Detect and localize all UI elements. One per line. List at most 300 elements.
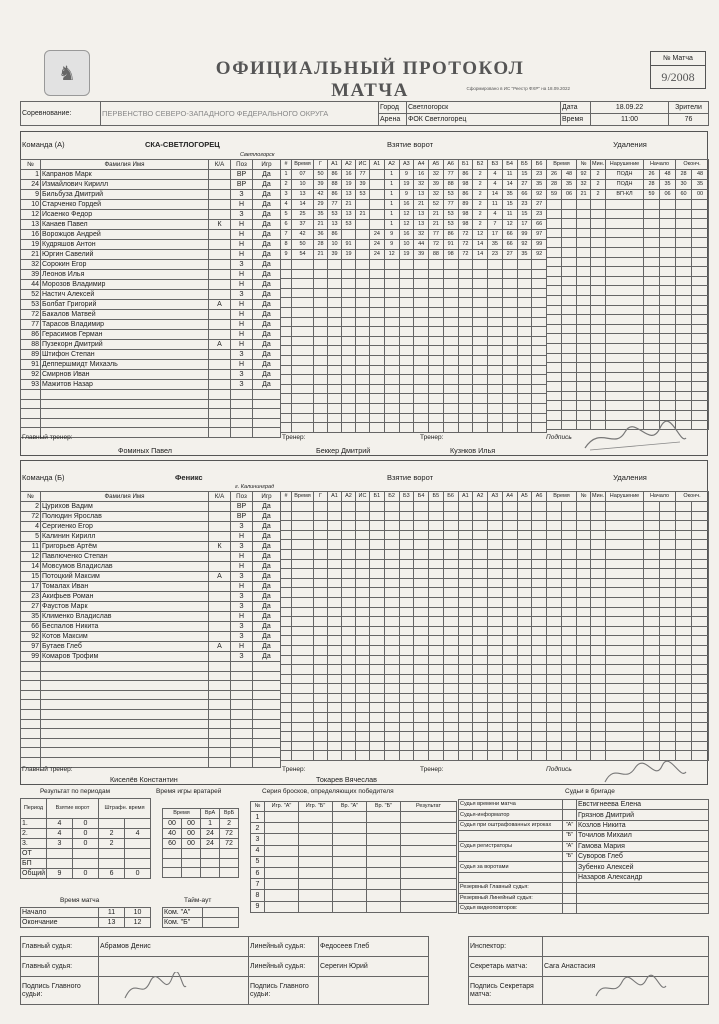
penalty-cell (676, 411, 692, 421)
player-plays: Да (253, 532, 281, 542)
penalty-cell (692, 209, 709, 219)
penalty-row (547, 597, 709, 607)
goal-cell (342, 336, 356, 346)
goal-cell: 12 (384, 250, 399, 260)
penalty-cell (606, 228, 644, 238)
brigade-row (459, 800, 709, 810)
goal-cell (443, 384, 458, 394)
penalty-cell (547, 511, 562, 521)
goal-cell (281, 703, 292, 713)
player-number: 99 (21, 652, 41, 662)
penalty-cell (562, 713, 577, 723)
player-number: 92 (21, 632, 41, 642)
goal-cell (414, 394, 429, 404)
brigade-tag: "А" (563, 841, 577, 851)
sign-main2-box (319, 977, 429, 1005)
goal-cell (502, 713, 517, 723)
penalty-cell (577, 645, 591, 655)
goal-cell (532, 540, 547, 550)
penalty-row (547, 401, 709, 411)
goals-col-4: А2 (342, 492, 356, 502)
goal-row (281, 626, 547, 636)
player-plays (253, 390, 281, 400)
goal-cell (314, 375, 328, 385)
goal-cell (414, 413, 429, 423)
player-name: Деппершмидт Михаэль (41, 360, 209, 370)
goal-cell (342, 597, 356, 607)
goal-cell (281, 559, 292, 569)
goal-cell (314, 511, 328, 521)
goal-cell (473, 684, 488, 694)
table-row (21, 632, 281, 642)
player-plays: Да (253, 320, 281, 330)
goal-cell (292, 569, 314, 579)
goal-cell (443, 502, 458, 512)
penalty-cell (591, 502, 606, 512)
gk-row (163, 849, 239, 859)
goal-cell (488, 578, 503, 588)
penalty-cell (606, 286, 644, 296)
penalty-cell (547, 530, 562, 540)
shootout-row (251, 867, 457, 878)
penalty-cell (606, 588, 644, 598)
penalty-cell (562, 343, 577, 353)
player-number: 35 (21, 612, 41, 622)
goals-col-5: ИС (356, 160, 370, 170)
penalty-cell (692, 549, 709, 559)
penalty-cell (562, 363, 577, 373)
brigade-row (459, 820, 709, 830)
penalty-cell (577, 684, 591, 694)
goal-cell (328, 617, 342, 627)
goal-cell (473, 521, 488, 531)
team-b-roster-table (20, 491, 281, 768)
player-plays: Да (253, 592, 281, 602)
goal-cell (328, 693, 342, 703)
player-name (41, 399, 209, 409)
goal-row (281, 665, 547, 675)
goals-col-16: Б5 (517, 160, 532, 170)
goal-cell (488, 502, 503, 512)
player-name: Клименко Владислав (41, 612, 209, 622)
penalty-cell (606, 353, 644, 363)
goal-cell (532, 288, 547, 298)
brigade-role: Судья-информатор (459, 810, 563, 820)
date-label: Дата (561, 102, 591, 114)
player-number: 9 (21, 190, 41, 200)
pen-col-min: Мин. (591, 160, 606, 170)
table-row (21, 602, 281, 612)
goal-cell (356, 413, 370, 423)
penalty-cell (577, 382, 591, 392)
penalty-cell (577, 372, 591, 382)
player-name: Исаенко Федор (41, 210, 209, 220)
goal-cell (517, 645, 532, 655)
penalty-row (547, 684, 709, 694)
team-a-signature (580, 420, 690, 454)
goal-cell (281, 279, 292, 289)
timeout-a-label: Ком. "А" (163, 908, 203, 918)
penalty-cell (547, 247, 562, 257)
penalty-cell (547, 305, 562, 315)
penalty-cell (676, 286, 692, 296)
goal-cell (458, 732, 473, 742)
goal-cell (314, 626, 328, 636)
gk-cell (220, 849, 239, 859)
player-number: 66 (21, 622, 41, 632)
goal-row (281, 240, 547, 250)
goal-cell (281, 617, 292, 627)
penalty-cell (606, 636, 644, 646)
goal-cell (502, 626, 517, 636)
goal-cell (429, 423, 444, 433)
goal-cell (314, 569, 328, 579)
goals-col-0: # (281, 492, 292, 502)
penalty-cell (644, 295, 660, 305)
penalty-cell (606, 713, 644, 723)
goal-row (281, 693, 547, 703)
goal-cell (443, 521, 458, 531)
player-plays (253, 748, 281, 758)
penalty-cell (547, 569, 562, 579)
goal-cell: 77 (328, 200, 342, 210)
goal-cell (414, 732, 429, 742)
goal-cell (292, 549, 314, 559)
goal-cell (488, 375, 503, 385)
penalty-cell (547, 324, 562, 334)
penalty-cell: 48 (562, 170, 577, 180)
penalty-cell (660, 267, 676, 277)
goal-cell (517, 607, 532, 617)
goal-cell (488, 645, 503, 655)
goal-cell (429, 260, 444, 270)
goal-cell (384, 502, 399, 512)
penalty-cell (577, 295, 591, 305)
brigade-name: Евстигнеева Елена (577, 800, 709, 810)
goal-cell (292, 336, 314, 346)
player-ka (209, 418, 231, 428)
player-name: Настич Алексей (41, 290, 209, 300)
goal-cell (458, 413, 473, 423)
goal-cell (370, 298, 385, 308)
penalty-cell (676, 597, 692, 607)
goal-cell (502, 384, 517, 394)
penalty-cell (562, 502, 577, 512)
gk-time-table (162, 808, 239, 878)
goal-row (281, 569, 547, 579)
goal-cell (342, 530, 356, 540)
team-a-coach2-label: Тренер: (282, 434, 306, 441)
goal-cell (443, 617, 458, 627)
goal-cell (370, 403, 385, 413)
player-name: Канаев Павел (41, 220, 209, 230)
brigade-tag: "А" (563, 820, 577, 830)
goal-cell (328, 269, 342, 279)
goal-cell (328, 703, 342, 713)
penalty-cell (547, 276, 562, 286)
goals-col-12: А1 (458, 492, 473, 502)
player-number: 2 (21, 502, 41, 512)
goal-cell (399, 722, 414, 732)
penalty-cell (644, 502, 660, 512)
penalty-cell (547, 665, 562, 675)
player-plays: Да (253, 612, 281, 622)
shootout-row (251, 901, 457, 912)
goal-cell: 77 (356, 170, 370, 180)
goal-cell (488, 665, 503, 675)
goal-cell (384, 578, 399, 588)
goal-cell (342, 327, 356, 337)
goal-cell: 1 (384, 200, 399, 210)
goal-cell (458, 588, 473, 598)
goal-cell (473, 413, 488, 423)
goal-row (281, 636, 547, 646)
goal-cell (314, 288, 328, 298)
player-name: Сергиенко Егор (41, 522, 209, 532)
time-label: Время (561, 114, 591, 126)
brigade-name: Точилов Михаил (577, 831, 709, 841)
goal-cell (399, 607, 414, 617)
goal-cell (328, 346, 342, 356)
penalty-cell (644, 401, 660, 411)
brigade-row (459, 883, 709, 893)
goal-cell (502, 703, 517, 713)
goal-cell (292, 655, 314, 665)
goal-cell (429, 607, 444, 617)
gk-cell: 00 (182, 829, 201, 839)
goal-cell (342, 665, 356, 675)
player-position: ВР (231, 180, 253, 190)
table-row (21, 220, 281, 230)
goal-row (281, 200, 547, 210)
penalty-cell (676, 502, 692, 512)
goal-cell (314, 636, 328, 646)
penalty-cell (547, 363, 562, 373)
goal-cell (370, 502, 385, 512)
goal-cell (443, 636, 458, 646)
table-row (21, 280, 281, 290)
player-ka (209, 552, 231, 562)
player-plays (253, 738, 281, 748)
line-judge2-label: Линейный судья: (249, 957, 319, 977)
penalty-cell (660, 372, 676, 382)
goals-col-15: А4 (502, 492, 517, 502)
penalty-row (547, 540, 709, 550)
shootout-cell (367, 901, 401, 912)
player-name (41, 409, 209, 419)
goal-cell (443, 751, 458, 761)
player-ka (209, 399, 231, 409)
table-row (21, 230, 281, 240)
penalty-cell: ПОДН (606, 170, 644, 180)
team-b-coach-label: Главный тренер: (22, 766, 73, 773)
goal-cell (399, 645, 414, 655)
table-row (21, 300, 281, 310)
penalty-cell (692, 751, 709, 761)
competition-label: Соревнование: (21, 102, 101, 126)
penalty-cell (562, 257, 577, 267)
goal-row (281, 549, 547, 559)
penalty-cell (547, 617, 562, 627)
goal-cell (384, 693, 399, 703)
goal-cell (384, 607, 399, 617)
goal-cell (342, 384, 356, 394)
secretary-signature (590, 972, 670, 1002)
table-row (21, 572, 281, 582)
player-ka (209, 390, 231, 400)
penalty-cell: 28 (676, 170, 692, 180)
penalty-cell (660, 578, 676, 588)
penalty-cell (562, 607, 577, 617)
goal-row (281, 230, 547, 240)
penalty-cell (644, 247, 660, 257)
player-plays: Да (253, 512, 281, 522)
goal-cell (429, 511, 444, 521)
goal-cell (356, 597, 370, 607)
penalty-cell (660, 741, 676, 751)
goal-cell: 3 (281, 190, 292, 200)
penalty-cell (577, 703, 591, 713)
penalty-cell (644, 411, 660, 421)
goal-cell: 32 (414, 180, 429, 190)
player-ka (209, 681, 231, 691)
player-position: Н (231, 200, 253, 210)
goal-cell (342, 260, 356, 270)
penalty-cell (606, 382, 644, 392)
goal-cell (328, 559, 342, 569)
penalty-cell (591, 665, 606, 675)
goal-cell (328, 684, 342, 694)
penalty-cell (692, 334, 709, 344)
team-b-goals-title: Взятие ворот (386, 473, 434, 482)
goal-cell (429, 674, 444, 684)
player-plays: Да (253, 552, 281, 562)
goal-cell (429, 569, 444, 579)
goal-cell (292, 684, 314, 694)
player-position: Н (231, 642, 253, 652)
player-ka (209, 350, 231, 360)
goal-cell (342, 521, 356, 531)
penalty-cell (644, 684, 660, 694)
penalty-cell (547, 559, 562, 569)
player-number: 53 (21, 300, 41, 310)
penalty-row (547, 549, 709, 559)
shootout-num: 2 (251, 823, 265, 834)
penalty-row (547, 334, 709, 344)
goal-cell (429, 394, 444, 404)
goal-cell (314, 607, 328, 617)
penalty-cell (547, 372, 562, 382)
penalty-cell (606, 511, 644, 521)
goal-cell (314, 502, 328, 512)
goal-cell: 77 (429, 230, 444, 240)
goal-cell (458, 336, 473, 346)
shootout-col-1: Игр. "А" (265, 802, 299, 812)
goals-col-9: Б4 (414, 492, 429, 502)
goal-cell (473, 578, 488, 588)
goal-cell (517, 365, 532, 375)
player-number (21, 399, 41, 409)
goal-cell (384, 394, 399, 404)
goal-cell (443, 327, 458, 337)
penalty-row (547, 578, 709, 588)
penalty-cell (660, 713, 676, 723)
shootout-cell (299, 823, 333, 834)
goal-cell (356, 200, 370, 210)
goal-cell (443, 336, 458, 346)
goal-cell: 29 (314, 200, 328, 210)
player-name: Комаров Трофим (41, 652, 209, 662)
goals-col-13: А2 (473, 492, 488, 502)
penalty-cell (591, 200, 606, 210)
penalty-cell (644, 559, 660, 569)
penalty-cell (562, 732, 577, 742)
penalty-cell (606, 703, 644, 713)
goal-cell: 10 (292, 180, 314, 190)
penalty-cell (644, 549, 660, 559)
penalty-cell (606, 540, 644, 550)
goal-cell (292, 288, 314, 298)
results-cell (125, 839, 151, 849)
goal-cell (292, 645, 314, 655)
goal-cell (281, 626, 292, 636)
goal-cell: 5 (281, 210, 292, 220)
penalty-cell (606, 238, 644, 248)
player-number: 4 (21, 522, 41, 532)
goal-cell: 97 (532, 230, 547, 240)
goal-cell (517, 384, 532, 394)
goal-cell (314, 684, 328, 694)
penalty-cell (676, 521, 692, 531)
goal-row (281, 578, 547, 588)
goal-cell (356, 674, 370, 684)
goal-cell (342, 732, 356, 742)
team-a-city: Светлогорск (240, 152, 275, 158)
table-row (21, 709, 281, 719)
goals-col-2: Г (314, 160, 328, 170)
penalty-row (547, 257, 709, 267)
brigade-name (577, 883, 709, 893)
penalty-cell (591, 521, 606, 531)
goal-cell (281, 502, 292, 512)
penalty-cell (692, 343, 709, 353)
goal-cell (292, 521, 314, 531)
goal-cell (356, 511, 370, 521)
shootout-cell (299, 812, 333, 823)
penalty-row (547, 655, 709, 665)
penalty-cell (692, 674, 709, 684)
pen-col-no: № (577, 492, 591, 502)
goal-cell (502, 655, 517, 665)
penalty-cell (660, 219, 676, 229)
player-ka (209, 612, 231, 622)
penalty-cell (676, 684, 692, 694)
goal-cell: 66 (517, 190, 532, 200)
goal-cell (429, 684, 444, 694)
penalty-row (547, 521, 709, 531)
goal-cell (488, 288, 503, 298)
goal-cell (370, 588, 385, 598)
penalty-cell (591, 286, 606, 296)
penalty-cell (676, 511, 692, 521)
brigade-name: Назаров Александр (577, 872, 709, 882)
goal-cell (328, 365, 342, 375)
goal-cell (517, 741, 532, 751)
penalty-row (547, 238, 709, 248)
penalty-cell (577, 391, 591, 401)
penalty-cell (660, 732, 676, 742)
goal-cell (292, 578, 314, 588)
